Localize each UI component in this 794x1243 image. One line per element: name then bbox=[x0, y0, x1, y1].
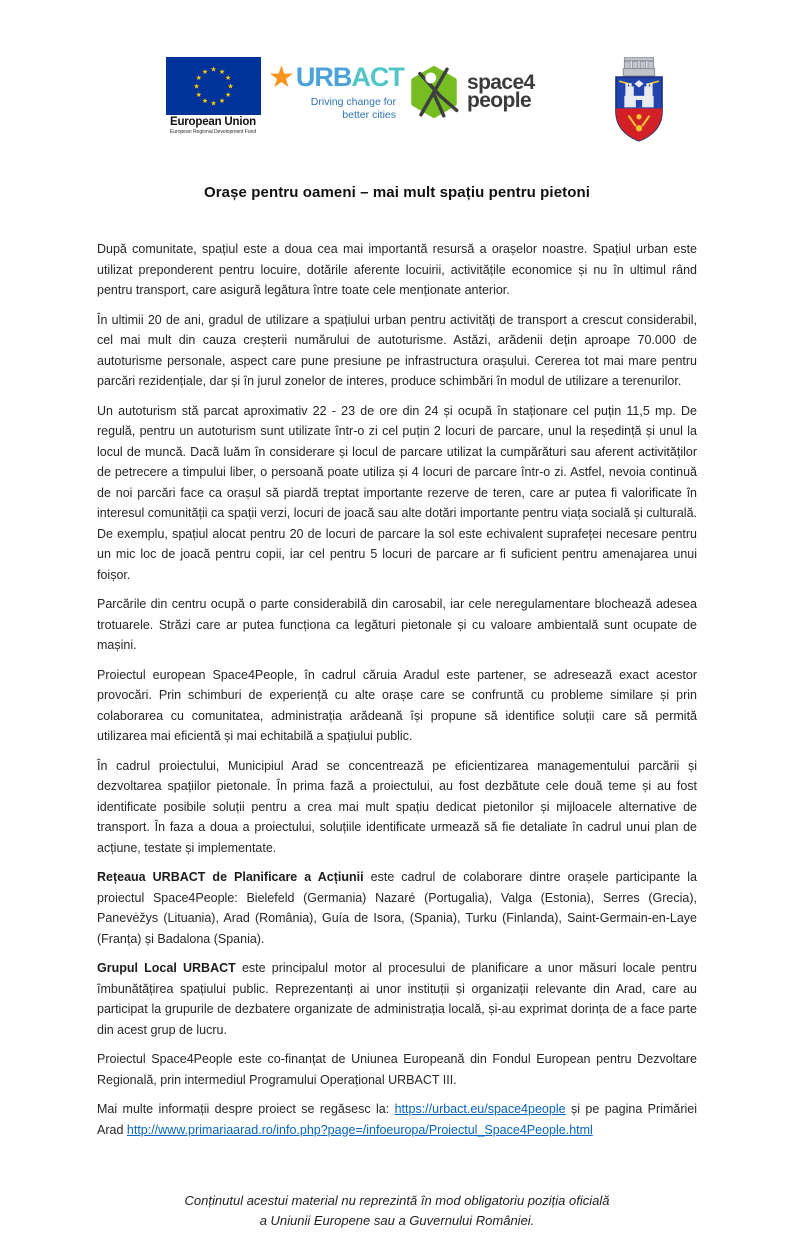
svg-text:★: ★ bbox=[209, 99, 217, 108]
page-title: Orașe pentru oameni – mai mult spațiu pentru pietoni bbox=[203, 184, 591, 201]
paragraph-8-text: este principalul motor al procesului de planificare a unor măsuri locale pentru îmbunătățirea spațiului public. Reprezentanți ai unor instituții și organizații relevante din Arad, care au participat la grupurile de dezbatere organizate de administrația locală, și-au exprimat dorința de a face parte din acest grup de lucru. bbox=[97, 961, 697, 1037]
eu-flag-logo bbox=[163, 57, 263, 135]
footer-disclaimer bbox=[0, 1191, 794, 1231]
svg-text:★: ★ bbox=[195, 74, 202, 82]
paragraph-7-text: este cadrul de colaborare dintre orașele participante la proiectul Space4People: Bielefeld (Germania) Nazaré (Portugalia), Valga (Estonia), Serres (Grecia), Panevėžys (Lituania), Arad (România), Guía de Isora, (Spania), Turku (Finlanda), Saint-Germain-en-Laye (Franța) și Badalona (Spania). bbox=[97, 870, 698, 946]
svg-text:★: ★ bbox=[224, 91, 231, 99]
paragraph-8-bold-lead: Grupul Local URBACT bbox=[97, 961, 236, 975]
space4people-word-line2: people bbox=[467, 89, 532, 112]
paragraph-7-bold-lead: Rețeaua URBACT de Planificare a Acțiunii bbox=[97, 870, 364, 884]
paragraph-2: În ultimii 20 de ani, gradul de utilizare a spațiului urban pentru activități de transport a crescut considerabil, cel mai mult din cauza creșterii numărului de autoturisme. Astăzi, arădenii dețin aproape 70.000 de autoturisme personale, aspect care pune presiune pe infrastructura orașului. Cererea tot mai mare pentru parcări rezidențiale, dar și în jurul zonelor de interes, produce schimbări în modul de utilizare a terenurilor. bbox=[97, 312, 697, 388]
paragraph-6: În cadrul proiectului, Municipiul Arad se concentrează pe eficientizarea managementului parcării și dezvoltarea spațiilor pietonale. În prima fază a proiectului, au fost dezbătute cele două teme și au fost identificate posibile soluții pentru a crea mai mult spațiu dedicat pietonilor și mijloacele alternative de transport. În faza a doua a proiectului, soluțiile identificate urmează să fie detaliate în cadrul unui plan de acțiune, testate și implementate. bbox=[97, 758, 697, 855]
urbact-word-act: ACT bbox=[351, 62, 404, 92]
paragraph-7 bbox=[97, 867, 697, 949]
urbact-wordmark bbox=[268, 60, 404, 94]
urbact-project-link[interactable]: https://urbact.eu/space4people bbox=[394, 1102, 566, 1116]
svg-text:★: ★ bbox=[226, 82, 234, 91]
space4people-logo bbox=[408, 66, 535, 118]
svg-text:★: ★ bbox=[195, 91, 202, 99]
urbact-star-icon: ★ bbox=[268, 60, 295, 94]
space4people-word-line1: space4 bbox=[467, 71, 535, 94]
logo-header bbox=[0, 0, 794, 150]
space4people-icon bbox=[408, 66, 460, 118]
svg-text:★: ★ bbox=[218, 67, 225, 76]
svg-text:★: ★ bbox=[201, 97, 208, 106]
urbact-tagline-line1: Driving change for bbox=[310, 96, 396, 108]
urbact-tagline-line2: better cities bbox=[342, 109, 396, 121]
urbact-tagline bbox=[268, 96, 398, 122]
eu-logo-label: European Union bbox=[169, 116, 256, 128]
primaria-arad-link[interactable]: http://www.primariaarad.ro/info.php?page=/infoeuropa/Proiectul_Space4People.html bbox=[126, 1122, 593, 1137]
paragraph-4: Parcările din centru ocupă o parte considerabilă din carosabil, iar cele neregulamentare blochează adesea trotuarele. Străzi care ar putea funcționa ca legături pietonale și cu valoare ambientală sunt ocupate de mașini. bbox=[97, 597, 697, 652]
eu-flag-icon bbox=[166, 57, 261, 115]
space4people-wordmark bbox=[467, 71, 535, 112]
paragraph-10 bbox=[97, 1099, 697, 1140]
footer-disclaimer-line2: a Uniunii Europene sau a Guvernului României. bbox=[259, 1213, 535, 1228]
arad-coat-of-arms-icon bbox=[610, 55, 668, 145]
document-body bbox=[97, 239, 697, 1149]
svg-text:★: ★ bbox=[201, 67, 208, 76]
svg-text:★: ★ bbox=[209, 65, 217, 74]
eu-logo-sublabel: European Regional Development Fund bbox=[169, 129, 257, 135]
urbact-word-urb: URB bbox=[295, 62, 352, 92]
paragraph-9: Proiectul Space4People este co-finanțat de Uniunea Europeană din Fondul European pentru Dezvoltare Regională, prin intermediul Programului Operațional URBACT III. bbox=[97, 1052, 697, 1087]
paragraph-10-prefix: Mai multe informații despre proiect se regăsesc la: bbox=[97, 1102, 395, 1116]
paragraph-10-middle: și pe pagina Primăriei Arad bbox=[97, 1102, 697, 1137]
svg-text:★: ★ bbox=[218, 97, 225, 106]
footer-disclaimer-line1: Conținutul acestui material nu reprezintă în mod obligatoriu poziția oficială bbox=[184, 1193, 610, 1208]
paragraph-8 bbox=[97, 958, 697, 1040]
paragraph-1: După comunitate, spațiul este a doua cea mai importantă resursă a orașelor noastre. Spațiul urban este utilizat preponderent pentru locuire, dotările aferente locuirii, activitățile economice și nu în ultimul rând pentru transport, care asigură legătura între toate cele menționate anterior. bbox=[97, 242, 697, 297]
svg-text:★: ★ bbox=[224, 74, 231, 82]
paragraph-3: Un autoturism stă parcat aproximativ 22 - 23 de ore din 24 și ocupă în staționare cel puțin 11,5 mp. De regulă, pentru un autoturism sunt utilizate într-o zi cel puțin 2 locuri de parcare, unul la reședință și unul la locul de muncă. Dacă luăm în considerare și locul de parcare utilizat la cumpărături sau aferent activităților de petrecere a timpului liber, o persoană poate utiliza și 4 locuri de parcare într-o zi. Astfel, nevoia continuă de noi parcări face ca orașul să piardă treptat importante rezerve de teren, care ar putea fi valorificate în interesul comunității ca spații verzi, locuri de joacă sau alte dotări importante pentru viața socială și culturală. De exemplu, spațiul alocat pentru 20 de locuri de parcare la sol este echivalent suprafeței necesare pentru un mic loc de joacă pentru copii, iar cel pentru 5 locuri de parcare ar fi suficient pentru amenajarea unui foișor. bbox=[97, 403, 697, 582]
svg-text:★: ★ bbox=[192, 82, 200, 91]
urbact-logo bbox=[268, 60, 404, 122]
paragraph-5: Proiectul european Space4People, în cadrul căruia Aradul este partener, se adresează exact acestor provocări. Prin schimburi de experiență cu alte orașe care se confruntă cu probleme similare și prin colaborarea cu comunitatea, administrația arădeană își propune să identifice soluții care să permită utilizarea mai eficientă și mai echitabilă a spațiului public. bbox=[97, 667, 697, 743]
